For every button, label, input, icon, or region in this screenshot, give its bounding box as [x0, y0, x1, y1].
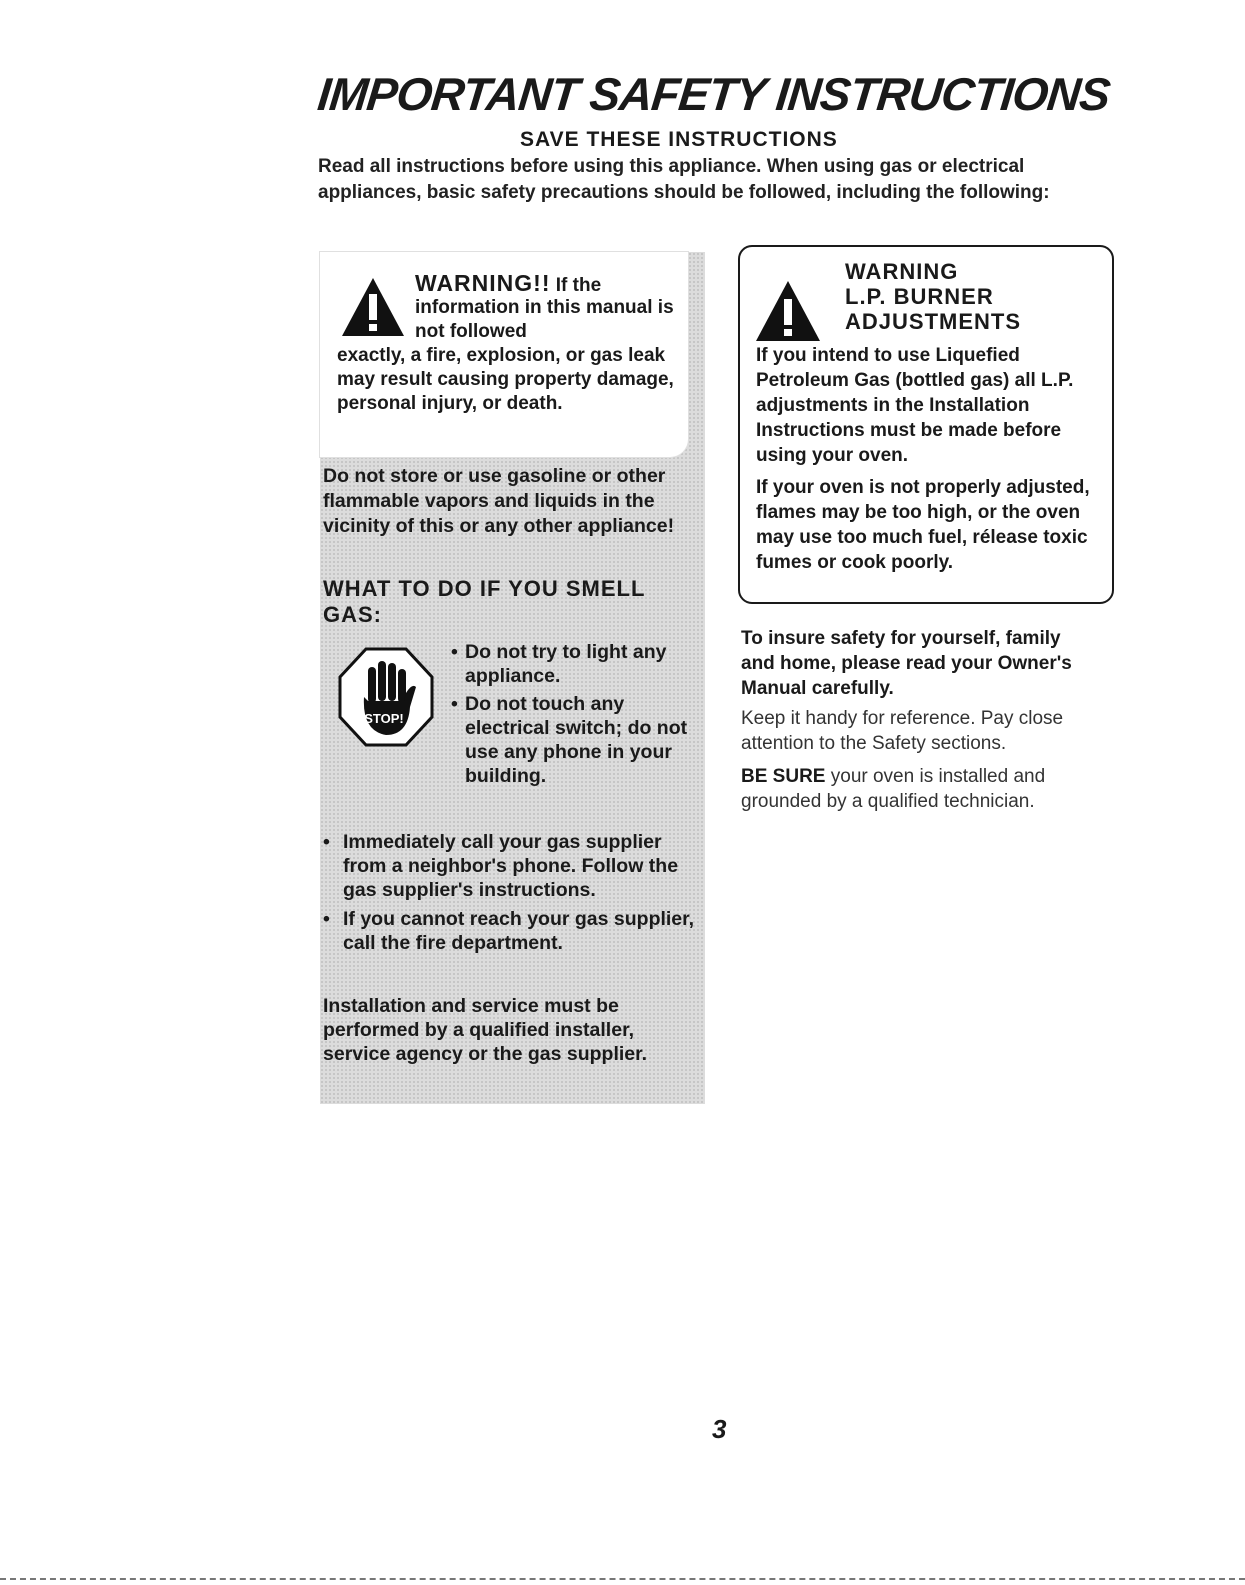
- keep-handy-text: Keep it handy for reference. Pay close attention to the Safety sections.: [741, 708, 1064, 754]
- list-item: • If you cannot reach your gas supplier, call the fire department.: [323, 908, 695, 954]
- save-instructions-heading: SAVE THESE INSTRUCTIONS: [520, 128, 838, 151]
- lp-paragraph-1: If you intend to use Liquefied Petroleum Gas (bottled gas) all L.P. adjustments in the Installation Instructions must be made before using your oven.: [756, 345, 1074, 466]
- stop-label: STOP!: [364, 711, 404, 726]
- installation-note: Installation and service must be performed by a qualified installer, service agency or the gas supplier.: [323, 995, 648, 1065]
- flammable-notice: Do not store or use gasoline or other flammable vapors and liquids in the vicinity of this or any other appliance!: [323, 465, 675, 537]
- smell-gas-steps: [445, 640, 695, 792]
- warning-title: WARNING!!: [415, 270, 551, 296]
- warning-triangle-icon: [754, 279, 822, 343]
- stop-hand-icon: [338, 647, 434, 747]
- warning-box: [320, 252, 688, 457]
- list-item: • Do not touch any electrical switch; do not use any phone in your building.: [451, 693, 688, 787]
- smell-gas-heading: WHAT TO DO IF YOU SMELL GAS:: [323, 576, 646, 627]
- lp-warning-box: [738, 245, 1114, 604]
- warning-text: exactly, a fire, explosion, or gas leak may result causing property damage, personal injury, or death.: [337, 345, 674, 414]
- intro-paragraph: Read all instructions before using this appliance. When using gas or electrical appliances, basic safety precautions should be followed, including the following:: [318, 156, 1050, 203]
- gas-warning-panel: [320, 252, 705, 1104]
- insure-safety-text: To insure safety for yourself, family and home, please read your Owner's Manual carefully.: [741, 628, 1072, 699]
- lp-paragraph-2: If your oven is not properly adjusted, flames may be too high, or the oven may use too much fuel, rélease toxic fumes or cook poorly.: [756, 477, 1090, 573]
- lp-heading: WARNING L.P. BURNER ADJUSTMENTS: [845, 259, 1022, 334]
- smell-gas-steps-continued: [323, 830, 701, 960]
- page-number: 3: [712, 1414, 727, 1444]
- warning-triangle-icon: [340, 276, 406, 338]
- list-item: • Immediately call your gas supplier from a neighbor's phone. Follow the gas supplier's instructions.: [323, 831, 679, 901]
- warning-title-rest: If the: [550, 275, 602, 296]
- list-item: • Do not try to light any appliance.: [451, 641, 667, 687]
- page-edge-divider: [0, 1578, 1245, 1580]
- be-sure-text: BE SURE your oven is installed and grounded by a qualified technician.: [741, 766, 1046, 812]
- warning-text-indent: information in this manual is not followed: [415, 297, 674, 342]
- page-title: IMPORTANT SAFETY INSTRUCTIONS: [315, 68, 1113, 120]
